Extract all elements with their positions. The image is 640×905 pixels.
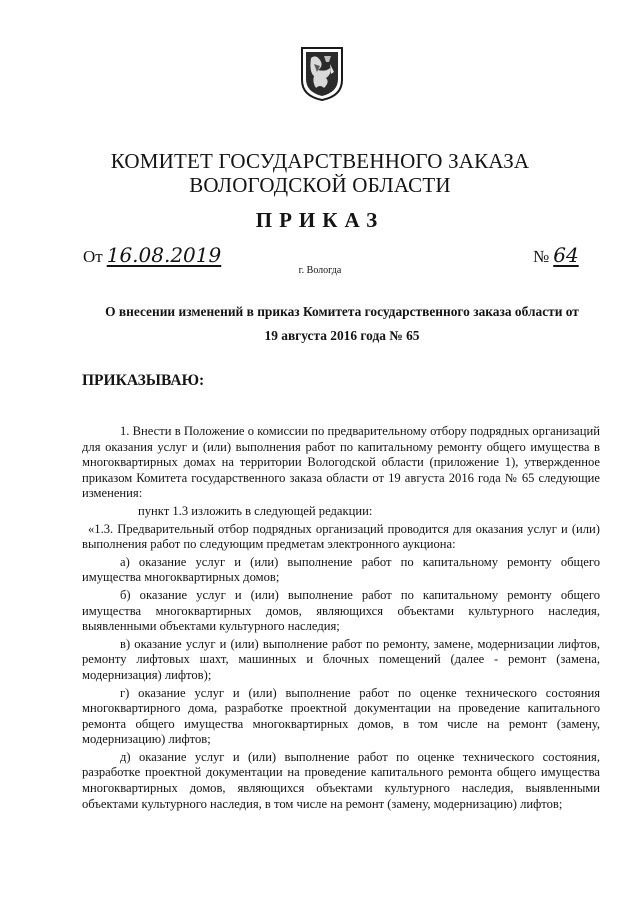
coat-of-arms-icon xyxy=(300,44,344,102)
decree-heading: ПРИКАЗЫВАЮ: xyxy=(82,372,205,389)
paragraph-item-v: в) оказание услуг и (или) выполнение работ по ремонту, замене, модернизации лифтов, ремонту лифтовых шахт, машинных и блочных помещений (далее - ремонт (замена, модернизация) лифтов); xyxy=(82,636,600,682)
paragraph-item-a: а) оказание услуг и (или) выполнение работ по капитальному ремонту общего имущества многоквартирных домов; xyxy=(82,554,600,585)
paragraph-item-g: г) оказание услуг и (или) выполнение работ по оценке технического состояния многоквартирного дома, разработке проектной документации на проведение капитального ремонта общего имущества многоквартирных домов, в том числе на ремонт (замену, модернизацию) лифтов; xyxy=(82,685,600,747)
number-handwritten: 64 xyxy=(553,243,579,267)
date-prefix: От xyxy=(83,247,103,266)
paragraph-item-d: д) оказание услуг и (или) выполнение работ по оценке технического состояния, разработке проектной документации на проведение капитального ремонта общего имущества многоквартирных домов, являющихся объектами культурного наследия, выявленными объектами культурного наследия, в том числе на ремонт (замену, модернизацию) лифтов; xyxy=(82,749,600,811)
paragraph-item-b: б) оказание услуг и (или) выполнение работ по капитальному ремонту общего имущества многоквартирных домов, являющихся объектами культурного наследия, выявленными объектами культурного наследия; xyxy=(82,587,600,634)
order-body xyxy=(82,424,600,814)
paragraph-2: пункт 1.3 изложить в следующей редакции: xyxy=(138,503,373,518)
number-prefix: № xyxy=(533,247,550,266)
paragraph-3: «1.3. Предварительный отбор подрядных организаций проводится для оказания услуг и (или) выполнения работ по следующим предметам электронного аукциона: xyxy=(82,521,600,552)
subject-line2: 19 августа 2016 года № 65 xyxy=(264,328,420,343)
order-subject xyxy=(82,300,602,348)
issue-city: г. Вологда xyxy=(298,265,342,276)
paragraph-1: 1. Внести в Положение о комиссии по предварительному отбору подрядных организаций для оказания услуг и (или) выполнения работ по капитальному ремонту общего имущества в многоквартирных домах на территории Вологодской области (приложение 1), утвержденное приказом Комитета государственного заказа области от 19 августа 2016 года № 65 следующие изменения: xyxy=(82,424,600,501)
document-type-title: ПРИКАЗ xyxy=(255,208,385,232)
committee-name-line2: ВОЛОГОДСКОЙ ОБЛАСТИ xyxy=(189,173,451,197)
committee-name-line1: КОМИТЕТ ГОСУДАРСТВЕННОГО ЗАКАЗА xyxy=(110,149,530,173)
order-date xyxy=(83,243,221,267)
date-handwritten: 16.08.2019 xyxy=(106,243,222,267)
subject-line1: О внесении изменений в приказ Комитета государственного заказа области от xyxy=(105,304,579,319)
order-number xyxy=(533,243,579,267)
